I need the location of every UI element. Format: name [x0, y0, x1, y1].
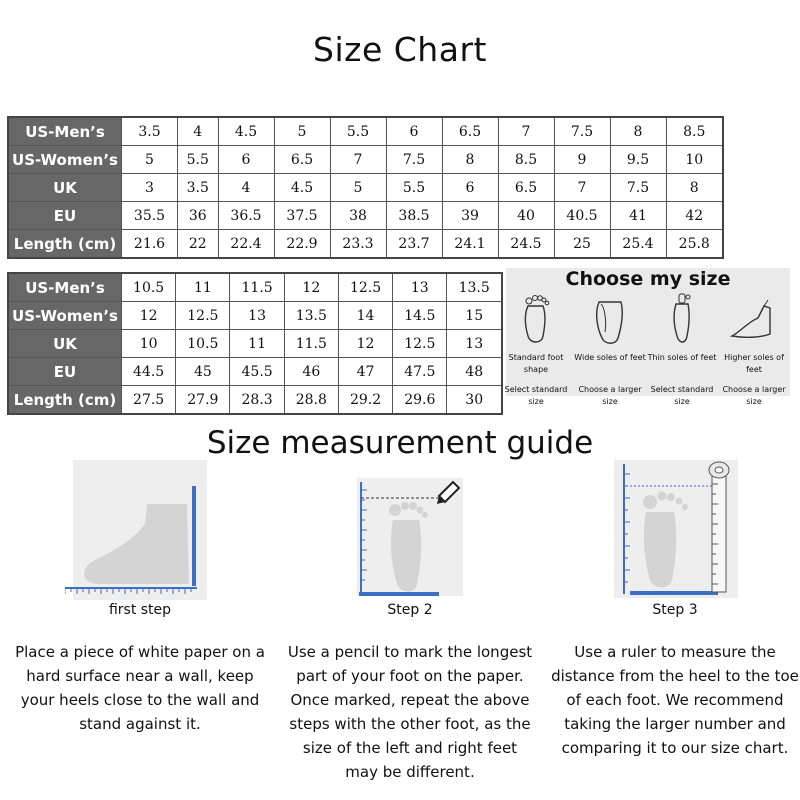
row-header: EU: [8, 358, 122, 386]
step-caption: first step: [108, 602, 172, 618]
choose-item-wide: [574, 292, 646, 408]
size-cell: 4: [218, 174, 274, 202]
size-cell: 4.5: [218, 117, 274, 146]
guide-title: Size measurement guide: [206, 425, 594, 461]
size-cell: 40: [498, 202, 554, 230]
size-cell: 12: [122, 302, 176, 330]
size-cell: 48: [447, 358, 502, 386]
thin-foot-icon: [662, 292, 702, 348]
size-cell: 5.5: [330, 117, 386, 146]
size-cell: 24.1: [442, 230, 498, 259]
row-header: UK: [8, 330, 122, 358]
size-cell: 7.5: [554, 117, 610, 146]
size-cell: 10.5: [122, 273, 176, 302]
size-cell: 11: [230, 330, 284, 358]
size-cell: 28.3: [230, 386, 284, 415]
choose-size-panel: [504, 268, 790, 406]
table-row: [8, 358, 502, 386]
size-cell: 14.5: [393, 302, 447, 330]
size-cell: 8: [666, 174, 723, 202]
size-cell: 8: [610, 117, 666, 146]
size-cell: 11: [176, 273, 230, 302]
size-cell: 3: [122, 174, 178, 202]
table-row: [8, 230, 723, 259]
row-header: US-Women’s: [8, 146, 122, 174]
size-cell: 12.5: [176, 302, 230, 330]
size-cell: 12.5: [393, 330, 447, 358]
size-cell: 41: [610, 202, 666, 230]
table-row: [8, 386, 502, 415]
size-cell: 38: [330, 202, 386, 230]
size-cell: 6.5: [274, 146, 330, 174]
size-cell: 9: [554, 146, 610, 174]
size-cell: 11.5: [230, 273, 284, 302]
size-cell: 3.5: [178, 174, 219, 202]
choose-item-advice: Choose a larger size: [722, 385, 786, 406]
table-row: [8, 330, 502, 358]
foot-ruler-icon: [600, 460, 750, 600]
size-cell: 13: [393, 273, 447, 302]
size-cell: 23.7: [386, 230, 442, 259]
choose-item-thin: [646, 292, 718, 408]
size-cell: 15: [447, 302, 502, 330]
standard-foot-icon: [516, 292, 556, 348]
size-table-1: [7, 116, 724, 259]
size-cell: 37.5: [274, 202, 330, 230]
size-cell: 6: [218, 146, 274, 174]
size-cell: 46: [284, 358, 338, 386]
size-cell: 22.4: [218, 230, 274, 259]
size-cell: 25.4: [610, 230, 666, 259]
size-cell: 11.5: [284, 330, 338, 358]
size-cell: 29.2: [338, 386, 392, 415]
size-cell: 36: [178, 202, 219, 230]
choose-item-advice: Select standard size: [650, 385, 714, 406]
size-cell: 5: [122, 146, 178, 174]
choose-item-advice: Choose a larger size: [578, 385, 642, 406]
table-row: [8, 302, 502, 330]
size-cell: 4: [178, 117, 219, 146]
size-cell: 28.8: [284, 386, 338, 415]
size-cell: 22: [178, 230, 219, 259]
size-cell: 45.5: [230, 358, 284, 386]
size-cell: 6.5: [498, 174, 554, 202]
size-cell: 29.6: [393, 386, 447, 415]
size-cell: 39: [442, 202, 498, 230]
size-cell: 12.5: [338, 273, 392, 302]
size-cell: 13: [447, 330, 502, 358]
size-cell: 8: [442, 146, 498, 174]
size-cell: 10.5: [176, 330, 230, 358]
table-row: [8, 146, 723, 174]
step-caption: Step 2: [387, 602, 433, 618]
size-cell: 5: [330, 174, 386, 202]
table-row: [8, 273, 502, 302]
size-cell: 4.5: [274, 174, 330, 202]
size-cell: 25: [554, 230, 610, 259]
size-cell: 9.5: [610, 146, 666, 174]
row-header: US-Men’s: [8, 273, 122, 302]
foot-pencil-mark-icon: [335, 460, 485, 600]
table-row: [8, 174, 723, 202]
choose-item-label: Wide soles of feet: [574, 353, 646, 362]
size-cell: 36.5: [218, 202, 274, 230]
size-cell: 14: [338, 302, 392, 330]
choose-item-standard: [500, 292, 572, 408]
size-cell: 22.9: [274, 230, 330, 259]
size-cell: 13: [230, 302, 284, 330]
foot-side-view-icon: [65, 460, 215, 600]
size-cell: 10: [122, 330, 176, 358]
size-cell: 12: [338, 330, 392, 358]
size-cell: 24.5: [498, 230, 554, 259]
choose-size-title: Choose my size: [565, 268, 731, 290]
wide-foot-icon: [590, 292, 630, 348]
table-row: [8, 117, 723, 146]
choose-item-high: [718, 292, 790, 408]
size-cell: 5.5: [178, 146, 219, 174]
step-description: Use a pencil to mark the longest part of your foot on the paper. Once marked, repeat the above steps with the other foot, as the size of the left and right feet may be different.: [287, 643, 533, 781]
choose-item-label: Standard foot shape: [508, 353, 564, 374]
table-row: [8, 202, 723, 230]
row-header: Length (cm): [8, 386, 122, 415]
size-cell: 7.5: [610, 174, 666, 202]
page-title: Size Chart: [313, 30, 487, 69]
size-cell: 12: [284, 273, 338, 302]
step-description: Place a piece of white paper on a hard surface near a wall, keep your heels close to the wall and stand against it.: [15, 643, 265, 733]
size-cell: 7: [330, 146, 386, 174]
row-header: EU: [8, 202, 122, 230]
row-header: US-Men’s: [8, 117, 122, 146]
size-cell: 47.5: [393, 358, 447, 386]
size-cell: 10: [666, 146, 723, 174]
choose-item-label: Higher soles of feet: [724, 353, 784, 374]
size-cell: 6: [386, 117, 442, 146]
size-cell: 25.8: [666, 230, 723, 259]
size-cell: 35.5: [122, 202, 178, 230]
size-cell: 8.5: [666, 117, 723, 146]
size-cell: 6: [442, 174, 498, 202]
size-cell: 7.5: [386, 146, 442, 174]
size-cell: 6.5: [442, 117, 498, 146]
size-cell: 30: [447, 386, 502, 415]
size-cell: 44.5: [122, 358, 176, 386]
size-cell: 5: [274, 117, 330, 146]
size-cell: 13.5: [447, 273, 502, 302]
size-cell: 27.5: [122, 386, 176, 415]
step-caption: Step 3: [652, 602, 698, 618]
size-cell: 23.3: [330, 230, 386, 259]
step-description: Use a ruler to measure the distance from the heel to the toe of each foot. We recommend taking the larger number and comparing it to our size chart.: [551, 643, 799, 757]
row-header: US-Women’s: [8, 302, 122, 330]
size-cell: 5.5: [386, 174, 442, 202]
choose-item-label: Thin soles of feet: [647, 353, 717, 362]
size-table-2: [7, 272, 503, 415]
row-header: Length (cm): [8, 230, 122, 259]
size-cell: 8.5: [498, 146, 554, 174]
size-cell: 13.5: [284, 302, 338, 330]
size-cell: 7: [554, 174, 610, 202]
size-cell: 7: [498, 117, 554, 146]
high-arch-foot-icon: [726, 292, 782, 348]
size-cell: 38.5: [386, 202, 442, 230]
size-cell: 21.6: [122, 230, 178, 259]
row-header: UK: [8, 174, 122, 202]
size-cell: 40.5: [554, 202, 610, 230]
size-cell: 45: [176, 358, 230, 386]
size-cell: 47: [338, 358, 392, 386]
size-cell: 3.5: [122, 117, 178, 146]
size-cell: 27.9: [176, 386, 230, 415]
choose-item-advice: Select standard size: [504, 385, 568, 406]
size-cell: 42: [666, 202, 723, 230]
